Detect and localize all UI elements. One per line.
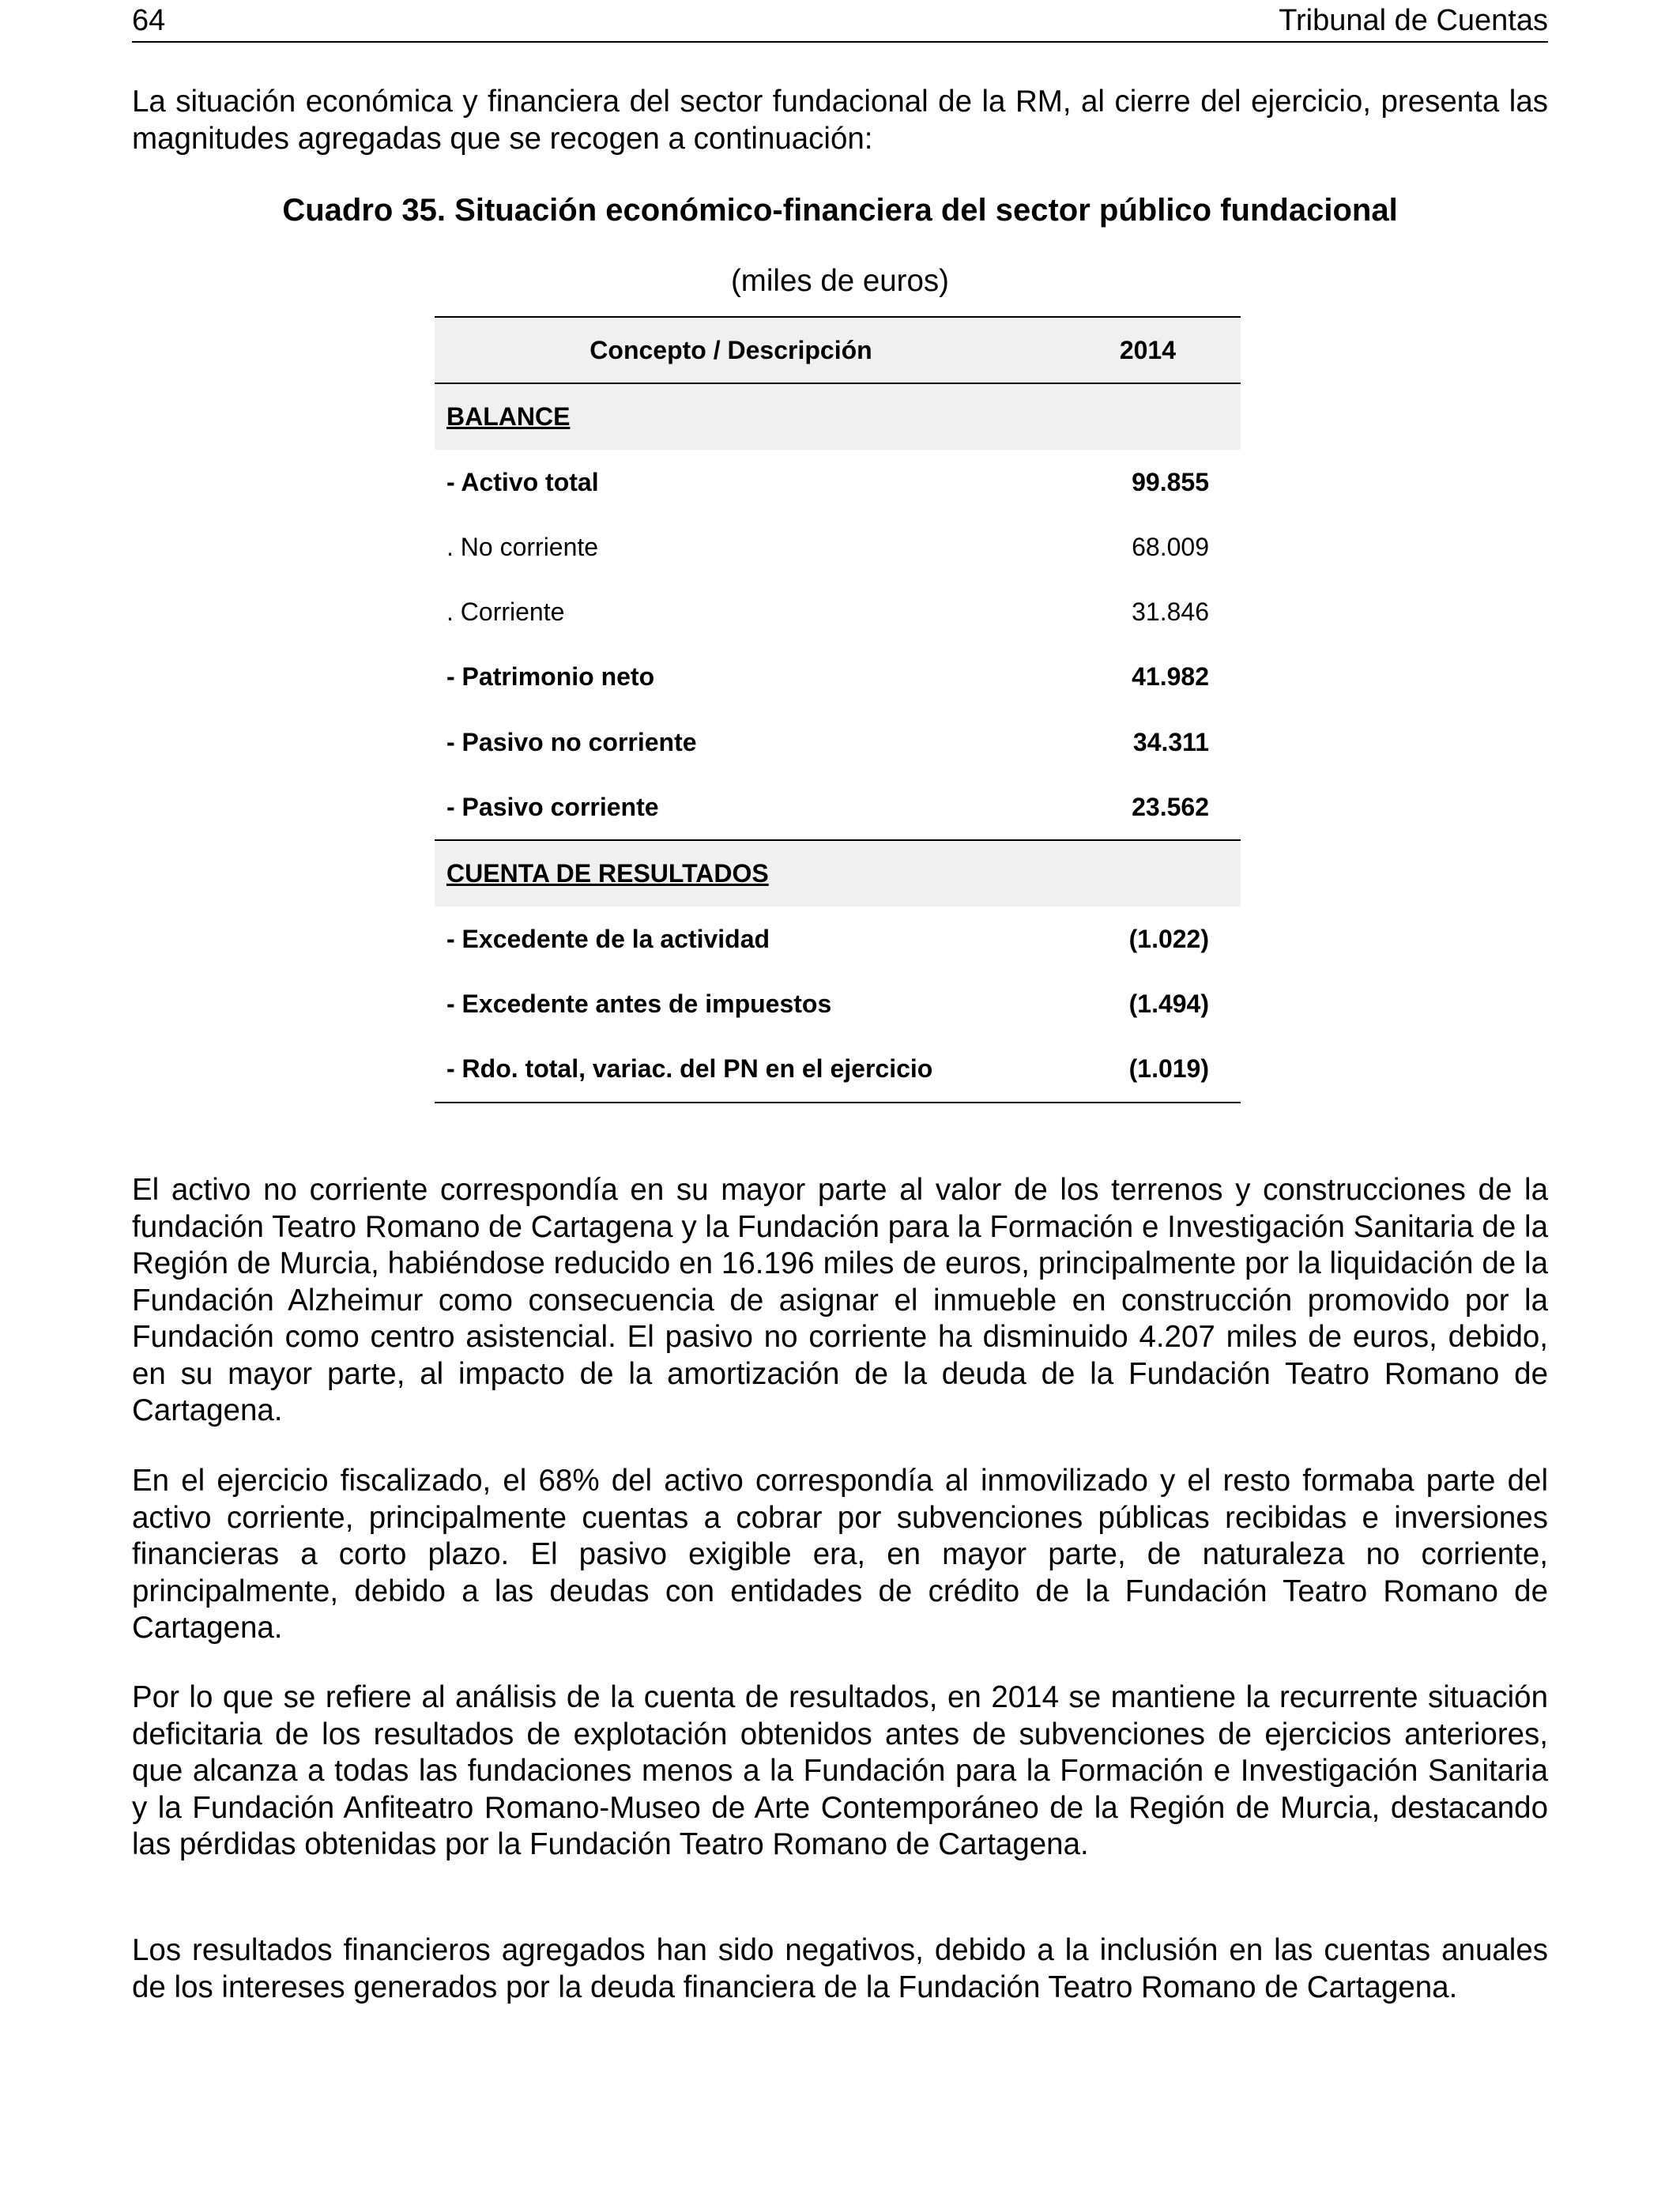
section-resultados — [435, 839, 1241, 906]
body-paragraph-1: El activo no corriente correspondía en su mayor parte al valor de los terrenos y construcciones de la fundación Teatro Romano de Cartagena y la Fundación para la Formación e Investigación Sanitaria de la Región de Murcia, habiéndose reducido en 16.196 miles de euros, principalmente por la liquidación de la Fundación Alzheimur como consecuencia de asignar el inmueble en construcción promovido por la Fundación como centro asistencial. El pasivo no corriente ha disminuido 4.207 miles de euros, debido, en su mayor parte, al impacto de la amortización de la deuda de la Fundación Teatro Romano de Cartagena. — [132, 1173, 1548, 1427]
section-title: BALANCE — [446, 402, 571, 432]
financial-table — [435, 316, 1241, 1103]
row-value: (1.022) — [1128, 924, 1209, 953]
table-row — [435, 515, 1241, 579]
column-header-concept: Concepto / Descripción — [590, 336, 872, 364]
row-label: - Pasivo corriente — [446, 793, 659, 822]
table-row — [435, 907, 1241, 971]
row-value: 99.855 — [1132, 467, 1209, 496]
row-value: (1.019) — [1128, 1054, 1209, 1084]
body-paragraph-2: En el ejercicio fiscalizado, el 68% del activo correspondía al inmovilizado y el resto formaba parte del activo corriente, principalmente cuentas a cobrar por subvenciones públicas recibidas e inversiones financieras a corto plazo. El pasivo exigible era, en mayor parte, de naturaleza no corriente, principalmente, debido a las deudas con entidades de crédito de la Fundación Teatro Romano de Cartagena. — [132, 1464, 1548, 1645]
table-row — [435, 775, 1241, 839]
row-label: . Corriente — [446, 598, 565, 627]
page-header — [132, 0, 1548, 43]
table-row — [435, 710, 1241, 775]
row-label: . No corriente — [446, 532, 599, 561]
table-row — [435, 450, 1241, 515]
row-value: (1.494) — [1128, 989, 1209, 1018]
table-row — [435, 971, 1241, 1036]
row-label: - Excedente antes de impuestos — [446, 989, 832, 1018]
row-value: 34.311 — [1132, 727, 1209, 756]
intro-paragraph: La situación económica y financiera del sector fundacional de la RM, al cierre del ejercicio, presenta las magnitudes agregadas que se recogen a continuación: — [132, 85, 1548, 156]
body-paragraph-4: Los resultados financieros agregados han sido negativos, debido a la inclusión en las cuentas anuales de los intereses generados por la deuda financiera de la Fundación Teatro Romano de Cartagena. — [132, 1933, 1548, 2004]
table-caption: Cuadro 35. Situación económico-financiera del sector público fundacional — [282, 193, 1398, 228]
table-row — [435, 644, 1241, 709]
row-value: 23.562 — [1132, 793, 1209, 822]
table-row — [435, 1036, 1241, 1103]
row-label: - Activo total — [446, 467, 599, 496]
row-value: 68.009 — [1132, 532, 1209, 561]
column-header-year: 2014 — [1119, 336, 1176, 364]
body-paragraph-3: Por lo que se refiere al análisis de la cuenta de resultados, en 2014 se mantiene la recurrente situación deficitaria de los resultados de explotación obtenidos antes de subvenciones de ejercicios anteriores, que alcanza a todas las fundaciones menos a la Fundación para la Formación e Investigación Sanitaria y la Fundación Anfiteatro Romano-Museo de Arte Contemporáneo de la Región de Murcia, destacando las pérdidas obtenidas por la Fundación Teatro Romano de Cartagena. — [132, 1680, 1548, 1861]
section-title: CUENTA DE RESULTADOS — [446, 859, 769, 888]
section-balance — [435, 384, 1241, 449]
row-label: - Rdo. total, variac. del PN en el ejercicio — [446, 1054, 933, 1084]
row-value: 31.846 — [1132, 598, 1209, 627]
row-label: - Patrimonio neto — [446, 662, 655, 692]
row-value: 41.982 — [1132, 662, 1209, 692]
row-label: - Pasivo no corriente — [446, 727, 697, 756]
table-units: (miles de euros) — [730, 264, 949, 298]
row-label: - Excedente de la actividad — [446, 924, 770, 953]
page-number: 64 — [132, 4, 166, 37]
table-header-row — [435, 316, 1241, 384]
table-row — [435, 579, 1241, 644]
header-organization: Tribunal de Cuentas — [1279, 4, 1548, 37]
